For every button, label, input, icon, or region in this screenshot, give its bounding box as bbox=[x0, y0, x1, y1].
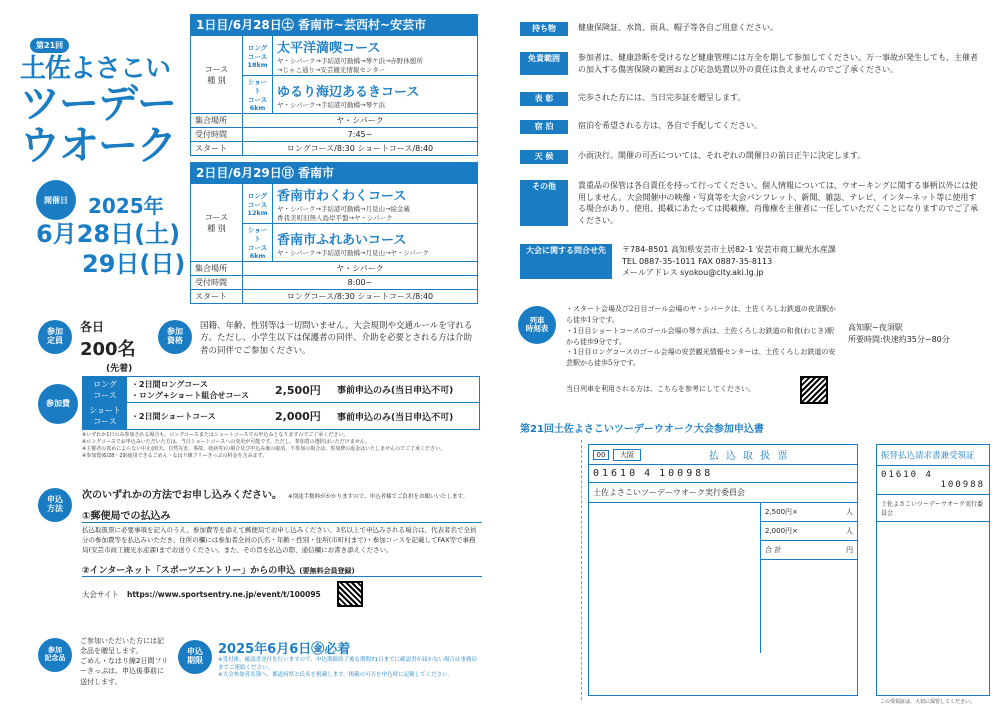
account-num2: 100988 bbox=[659, 468, 714, 479]
train-qr-icon[interactable] bbox=[800, 376, 828, 404]
office-code: 00 bbox=[593, 450, 609, 460]
info-lodging bbox=[520, 120, 980, 134]
short-fee-unit: 人 bbox=[846, 527, 853, 535]
day1-meet-label: 集合場所 bbox=[191, 114, 243, 128]
train-route-text: 高知駅~夜須駅 bbox=[848, 323, 903, 332]
long-fee-unit: 人 bbox=[846, 508, 853, 516]
qualification-badge: 参加 資格 bbox=[158, 320, 192, 354]
info-text-5: 小雨決行。開催の可否については、それぞれの開催日の前日正午に決定します。 bbox=[578, 151, 866, 160]
day1-start-label: スタート bbox=[191, 142, 243, 156]
short-fee-label: 2,000円× bbox=[765, 527, 798, 535]
day2-start-value: ロングコース/8:30 ショートコース/8:40 bbox=[243, 290, 478, 304]
gift-badge: 参加 記念品 bbox=[38, 638, 72, 672]
contact-block bbox=[520, 244, 980, 279]
title-line-1: 土佐よさこい bbox=[20, 54, 171, 84]
day1-long-label: ロング コース 18km bbox=[243, 36, 273, 76]
receipt-slip bbox=[876, 444, 990, 696]
train-note-1: ・スタート会場及び2日目ゴール会場のヤ・シパークは、土佐くろしお鉄道の夜須駅から徒歩1分です。 bbox=[566, 305, 836, 324]
day2-long-name: 香南市わくわくコース bbox=[277, 189, 407, 204]
info-text-2: 参加者は、健康診断を受けるなど健康管理には万全を期して参加してください。万一事故が発生しても、主催者の加入する傷害保険の範囲および応急処置以外の責任は負えませんのでご了承ください。 bbox=[578, 53, 978, 74]
day1-reception-label: 受付時間 bbox=[191, 128, 243, 142]
office-name: 大阪 bbox=[613, 449, 641, 461]
event-date-2: 29日(日) bbox=[82, 250, 186, 278]
receipt-account-num: 4 bbox=[925, 470, 933, 480]
day2-reception-label: 受付時間 bbox=[191, 276, 243, 290]
slip-payee: 土佐よさこいツーデーウオーク実行委員会 bbox=[589, 483, 857, 503]
capacity-each: 各日 bbox=[80, 320, 105, 334]
account-num: 4 bbox=[644, 468, 654, 479]
net-note: (要無料会員登録) bbox=[299, 567, 355, 576]
fee-short-price: 2,000円 bbox=[275, 410, 321, 423]
day1-long-name: 太平洋満喫コース bbox=[277, 41, 381, 56]
day1-course-label: コース 種 別 bbox=[191, 36, 243, 114]
train-time-text: 所要時間:快速約35分~80分 bbox=[848, 335, 950, 344]
day1-reception-value: 7:45~ bbox=[243, 128, 478, 142]
info-other bbox=[520, 180, 980, 226]
post-text: 払込取扱票に必要事項を記入のうえ、参加費等を添えて郵便局でお申し込みください。3名以上で申込みされる場合は、代表者名で全員分の参加費等を払込みいただき、住所の欄には参加者全員の氏名・年齢・性別・住所(市町村まで)・参加コースを記載してFAX等で事務局(安芸市商工観光水産課)までお送りください。また、その旨を払込の際、通信欄にお書き添えください。 bbox=[82, 526, 477, 554]
day2-meet-label: 集合場所 bbox=[191, 262, 243, 276]
day2-schedule bbox=[190, 162, 478, 304]
receipt-payee: 土佐よさこいツーデーウオーク実行委員会 bbox=[877, 495, 989, 522]
fee-long-note: 事前申込のみ(当日申込不可) bbox=[337, 386, 454, 396]
fee-long-desc: ・2日間ロングコース ・ロング+ショート組合せコース bbox=[131, 379, 249, 400]
post-title: ①郵便局での払込み bbox=[82, 507, 482, 523]
account-code: 01610 bbox=[593, 468, 639, 479]
total-yen: 円 bbox=[846, 546, 853, 554]
event-date-1: 6月28日(土) bbox=[36, 220, 181, 248]
total-label: 合 計 bbox=[765, 546, 782, 554]
payment-slip bbox=[588, 444, 858, 696]
deadline-date: 2025年6月6日㊎必着 bbox=[218, 642, 351, 657]
deadline-note: ※受付後、確認書送付を行いますので、申込期限終了後も期間71日までに確認書が届かない場合は事務局までご連絡ください。 ※大会参加者名簿へ、都道府県と氏名を掲載します。掲載の可否を申込時に記載してください。 bbox=[218, 657, 478, 679]
contact-mail[interactable]: メールアドレス syokou@city.aki.lg.jp bbox=[622, 268, 764, 278]
fee-footnotes: ※いずれか1日のみ参加される場合も、ロングコースまたはショートコースでの申込みとなりますのでご了承ください。 ※ロングコースでお申込みいただいた方は、当日ショートコースへの変更が可能です。ただし、参加賞の選択はいただけません。 ※主催者の責めによらない中止(雨天、自然災害、事故、疫病等)の場合及び申込み後の取消、不参加の場合は、参加費の返金はいたしませんのでご了承ください。 ※参加賞(6/28・29)使用できるごめん・なはり線フリーきっぷの料金を含みます。 bbox=[82, 432, 446, 459]
gift-text: ご参加いただいた方には記念品を贈呈します。 ごめん・なはり線2日間フリーきっぷは、申込後事前に送付します。 bbox=[80, 637, 169, 686]
day2-short-label: ショート コース 6km bbox=[243, 224, 273, 262]
info-text-4: 宿泊を希望される方は、各自で手配してください。 bbox=[578, 121, 762, 130]
day2-course-label: コース 種 別 bbox=[191, 184, 243, 262]
form-left-strip bbox=[520, 440, 582, 700]
train-notes bbox=[566, 304, 836, 369]
receipt-account-code: 01610 bbox=[881, 470, 919, 480]
info-tag-4: 宿 泊 bbox=[520, 120, 568, 134]
day2-long-label: ロング コース 12km bbox=[243, 184, 273, 224]
day1-long-route: ヤ・シパーク→手結港可動橋→琴ケ浜→赤野休憩所 →じゃこ通り→安芸観光情報センター bbox=[277, 57, 423, 74]
day1-header: 1日目/6月28日㊏ 香南市~芸西村~安芸市 bbox=[190, 14, 478, 35]
train-route bbox=[848, 322, 950, 346]
slip-title: 払 込 取 扱 票 bbox=[708, 451, 790, 462]
site-label: 大会サイト bbox=[82, 589, 119, 599]
day2-start-label: スタート bbox=[191, 290, 243, 304]
fee-long-type: ロング コース bbox=[83, 377, 127, 402]
train-note-3: ・1日目ロングコースのゴール会場の安芸観光情報センターは、土佐くろしお鉄道の安芸駅から徒歩5分です。 bbox=[566, 348, 836, 368]
title-line-3: ウオーク bbox=[20, 123, 176, 169]
qualification-text: 国籍、年齢、性別等は一切問いません。大会規則や交通ルールを守れる方。ただし、小学生以下は保護者の同伴、介助を必要とされる方は介助者の同伴でご参加ください。 bbox=[200, 321, 473, 356]
train-badge: 列車 時刻表 bbox=[518, 306, 556, 344]
fee-badge: 参加費 bbox=[38, 384, 78, 424]
fee-short-type: ショート コース bbox=[83, 403, 127, 429]
qr-code-icon[interactable] bbox=[337, 581, 363, 607]
capacity-value bbox=[80, 318, 136, 374]
day1-short-label: ショート コース 6km bbox=[243, 76, 273, 114]
dates-label: 開催日 bbox=[36, 180, 76, 220]
train-qr-note: 当日列車を利用される方は、こちらを参考にしてください。 bbox=[566, 385, 755, 393]
long-fee-label: 2,500円× bbox=[765, 508, 798, 516]
day2-short-name: 香南市ふれあいコース bbox=[277, 232, 407, 248]
event-year: 2025年 bbox=[88, 194, 164, 218]
info-tag-1: 持ち物 bbox=[520, 22, 568, 36]
apply-badge: 申込 方法 bbox=[38, 488, 72, 522]
edition-badge: 第21回 bbox=[30, 38, 69, 53]
info-award bbox=[520, 92, 980, 106]
net-title: ②インターネット「スポーツエントリー」からの申込 bbox=[82, 566, 296, 577]
contact-tel: TEL 0887-35-1011 FAX 0887-35-8113 bbox=[622, 256, 773, 266]
deadline-block bbox=[218, 638, 482, 680]
event-title bbox=[20, 54, 180, 169]
day1-short-name: ゆるり海辺あるきコース bbox=[277, 84, 420, 100]
fee-row-short bbox=[83, 403, 479, 429]
contact-tag: 大会に関する問合せ先 bbox=[520, 244, 612, 279]
capacity-number: 200名 bbox=[80, 339, 136, 360]
day2-long-route: ヤ・シパーク→手結港可動橋→月見山→絵金蔵 香我美町旧無人島岸平盤→ヤ・シパーク bbox=[277, 205, 410, 222]
day2-short-route: ヤ・シパーク→手結港可動橋→月見山→ヤ・シパーク bbox=[277, 248, 429, 257]
info-weather bbox=[520, 150, 980, 164]
day2-header: 2日目/6月29日㊐ 香南市 bbox=[190, 162, 478, 183]
day1-meet-value: ヤ・シパーク bbox=[243, 114, 478, 128]
train-note-2: ・1日目ショートコースのゴール会場の琴ケ浜は、土佐くろしお鉄道の和食(わじき)駅から徒歩9分です。 bbox=[566, 326, 835, 346]
receipt-account-num2: 100988 bbox=[940, 480, 985, 490]
day1-schedule bbox=[190, 14, 478, 156]
title-line-2: ツーデー bbox=[20, 81, 176, 127]
info-tag-5: 天 候 bbox=[520, 150, 568, 164]
info-belongings bbox=[520, 22, 980, 36]
info-text-1: 健康保険証、水筒、雨具、帽子等各自ご用意ください。 bbox=[578, 23, 778, 32]
capacity-badge: 参加 定員 bbox=[38, 320, 72, 354]
fee-table bbox=[82, 376, 480, 430]
apply-block bbox=[82, 486, 482, 607]
form-title: 第21回土佐よさこいツーデーウオーク大会参加申込書 bbox=[520, 424, 764, 435]
fee-short-desc: ・2日間ショートコース bbox=[131, 411, 216, 421]
slip-address-area[interactable] bbox=[589, 503, 761, 653]
fee-long-price: 2,500円 bbox=[275, 383, 321, 397]
fee-row-long bbox=[83, 377, 479, 403]
contact-postal: 〒784-8501 高知県安芸市土居82-1 安芸市商工観光水産課 bbox=[622, 245, 836, 254]
capacity-note: (先着) bbox=[106, 364, 133, 374]
receipt-side-note: この受領証は、大切に保管してください。 bbox=[880, 699, 976, 705]
info-tag-2: 免責範囲 bbox=[520, 52, 568, 75]
info-tag-3: 表 彰 bbox=[520, 92, 568, 106]
apply-lead-note: ※別途手数料がかかりますので、申込者様でご負担をお願いいたします。 bbox=[288, 494, 469, 500]
day1-short-route: ヤ・シパーク→手結港可動橋→琴ケ浜 bbox=[277, 100, 385, 109]
receipt-title: 振替払込請求書兼受領証 bbox=[877, 445, 989, 466]
fee-short-note: 事前申込のみ(当日申込不可) bbox=[337, 412, 454, 423]
info-text-3: 完歩された方には、当日完歩証を贈呈します。 bbox=[578, 93, 746, 102]
apply-lead: 次のいずれかの方法でお申し込みください。 bbox=[82, 490, 282, 501]
info-liability bbox=[520, 52, 980, 75]
info-tag-6: その他 bbox=[520, 180, 568, 226]
day2-reception-value: 8:00~ bbox=[243, 276, 478, 290]
deadline-badge: 申込 期限 bbox=[178, 640, 212, 674]
info-text-6: 貴重品の保管は各自責任を持って行ってください。個人情報については、ウオーキングに関する事柄以外には使用しません。大会開催中の映像・写真等を大会パンフレット、新聞、雑誌、テレビ、インターネット等に使用する場合があり、使用、掲載にあたっては掲載権、肖像権を主催者に一任していただくことになりますのでご了承ください。 bbox=[578, 181, 978, 225]
day1-start-value: ロングコース/8:30 ショートコース/8:40 bbox=[243, 142, 478, 156]
day2-meet-value: ヤ・シパーク bbox=[243, 262, 478, 276]
receipt-fill-area[interactable] bbox=[877, 522, 989, 672]
site-url[interactable]: https://www.sportsentry.ne.jp/event/t/100095 bbox=[126, 589, 321, 599]
